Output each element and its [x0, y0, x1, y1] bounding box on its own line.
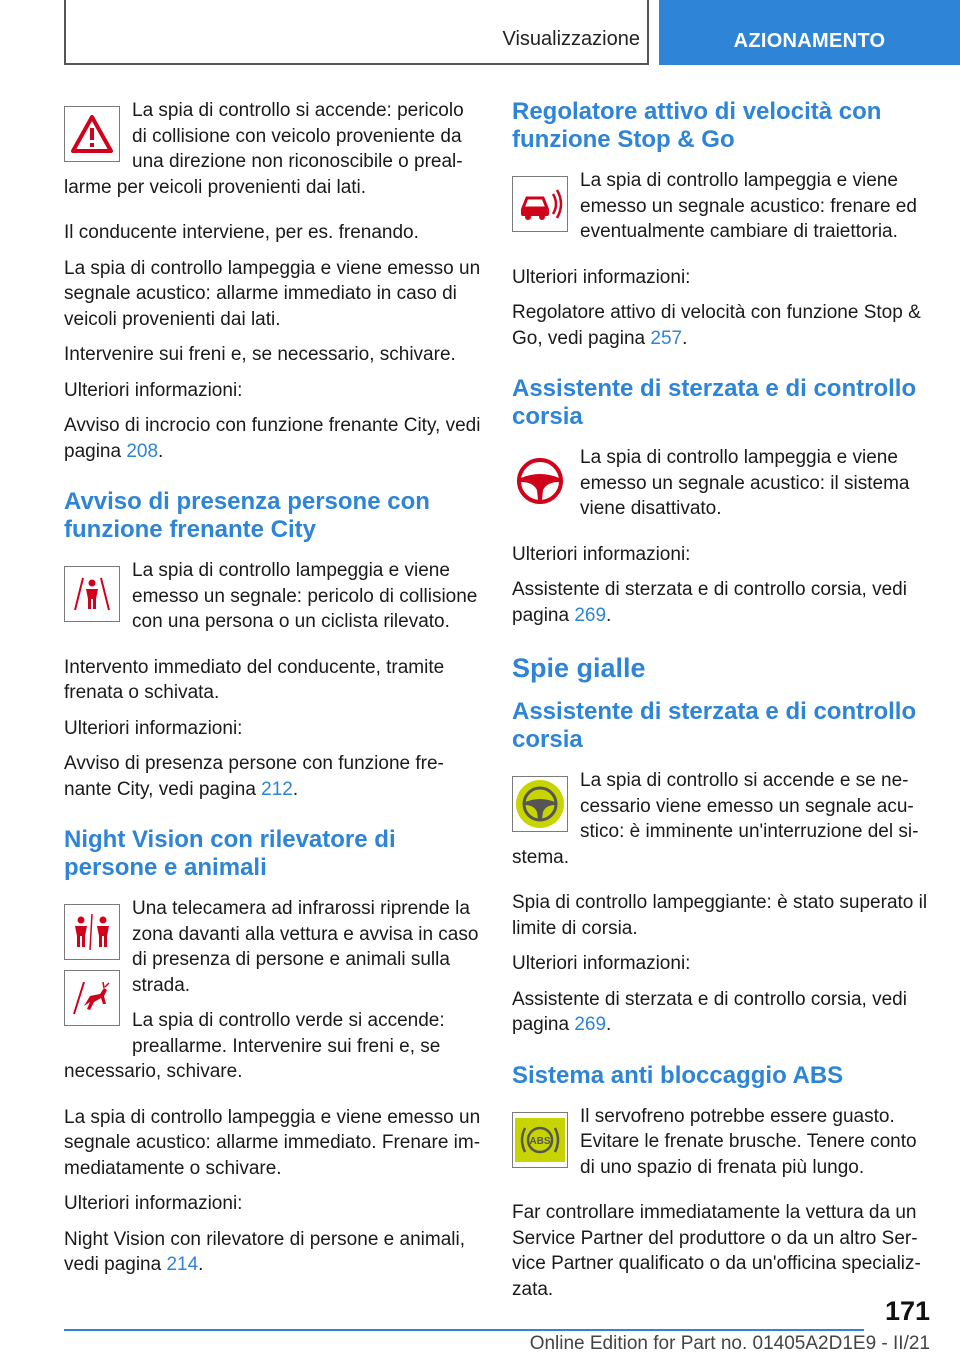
section-title-steering-red: Assistente di sterzata e di controllo corsia: [512, 375, 917, 430]
reference-paragraph: [64, 751, 482, 802]
paragraph: Il conducente interviene, per es. frenando.: [64, 222, 419, 243]
reference-paragraph: [512, 987, 930, 1038]
deer-warning-icon: [64, 970, 120, 1026]
svg-text:ABS: ABS: [529, 1135, 551, 1147]
reference-text: Assistente di sterzata e di controllo corsia, vedi pagina: [512, 579, 907, 626]
night-vision-icons: [64, 904, 120, 1036]
reference-paragraph: [512, 300, 930, 351]
night-vision-text-2: La spia di controllo verde si accende: preallarme. Intervenire sui freni e, se necessario, schivare.: [64, 1010, 445, 1082]
left-column: [64, 98, 482, 1288]
paragraph: Far controllare immediatamente la vettura da un Service Partner del produttore o da un altro Ser-vice Partner qualificato o da un'officina specializ-zata.: [512, 1202, 921, 1300]
yellow-steering-wheel-icon: [512, 776, 568, 832]
reference-text: Night Vision con rilevatore di persone e animali, vedi pagina: [64, 1228, 465, 1275]
header-rule-left: [64, 0, 66, 64]
acc-warning-block: [512, 168, 930, 255]
paragraph: La spia di controllo lampeggia e viene emesso un segnale acustico: allarme immediato. Frenare im-mediatamente o schivare.: [64, 1106, 481, 1179]
section-title-pedestrian: Avviso di presenza persone con funzione frenante City: [64, 488, 430, 543]
page-link-212[interactable]: 212: [261, 778, 293, 800]
pedestrian-warning-block: [64, 558, 482, 645]
reference-end: .: [606, 604, 612, 626]
abs-warning-text: Il servofreno potrebbe essere guasto. Evitare le frenate brusche. Tenere conto di uno spazio di frenata più lungo.: [580, 1105, 917, 1178]
pedestrian-warning-text: La spia di controllo lampeggia e viene emesso un segnale: pericolo di collisione con una persona o un ciclista rilevato.: [132, 560, 478, 632]
night-vision-text-1: Una telecamera ad infrarossi riprende la zona davanti alla vettura e avvisa in caso di presenza di persone e animali sulla strada.: [132, 898, 479, 996]
section-title-night-vision: Night Vision con rilevatore di persone e animali: [64, 826, 396, 881]
acc-warning-text: La spia di controllo lampeggia e viene emesso un segnale acustico: frenare ed eventualmente cambiare di traiettoria.: [580, 170, 917, 242]
collision-warning-text: La spia di controllo si accende: pericolo di collisione con veicolo proveniente da una direzione non riconoscibile o preal-larme per veicoli provenienti dai lati.: [64, 100, 464, 198]
red-steering-wheel-icon: [512, 453, 568, 509]
page-link-269[interactable]: 269: [574, 1014, 607, 1035]
reference-paragraph: [64, 1227, 482, 1278]
pedestrian-warning-icon: [64, 566, 120, 622]
footer-edition: Online Edition for Part no. 01405A2D1E9 - II/21: [529, 1333, 930, 1354]
paragraph: La spia di controllo lampeggia e viene emesso un segnale acustico: allarme immediato in caso di veicoli provenienti dai lati.: [64, 257, 481, 330]
header-section-title: Visualizzazione: [502, 28, 640, 50]
reference-paragraph: [64, 413, 482, 464]
steering-red-text: La spia di controllo lampeggia e viene emesso un segnale acustico: il sistema viene disattivato.: [580, 447, 910, 519]
reference-end: .: [292, 778, 299, 800]
header-rule-bottom: [64, 63, 649, 65]
paragraph: Intervento immediato del conducente, tramite frenata o schivata.: [64, 656, 445, 703]
reference-text: Avviso di incrocio con funzione frenante City, vedi pagina: [64, 415, 481, 462]
header-rule-divider: [647, 0, 649, 64]
right-column: [512, 98, 930, 1312]
steering-yellow-block: [512, 768, 930, 880]
steering-yellow-text: La spia di controllo si accende e se ne-cessario viene emesso un segnale acu-stico: è imminente un'interruzione del si-stema.: [512, 770, 919, 868]
section-heading-yellow-lights: Spie gialle: [512, 653, 646, 683]
more-info-label: Ulteriori informazioni:: [512, 543, 691, 565]
abs-warning-block: [512, 1104, 930, 1191]
reference-paragraph: [512, 577, 930, 628]
night-vision-block: [64, 896, 482, 1095]
more-info-label: Ulteriori informazioni:: [512, 953, 691, 974]
more-info-label: Ulteriori informazioni:: [64, 717, 243, 739]
reference-text: Assistente di sterzata e di controllo corsia, vedi pagina: [512, 988, 907, 1035]
page-number: 171: [884, 1296, 930, 1326]
page-link-257[interactable]: 257: [650, 327, 683, 349]
section-title-acc: Regolatore attivo di velocità con funzione Stop & Go: [512, 98, 882, 153]
reference-end: .: [198, 1254, 204, 1275]
persons-warning-icon: [64, 904, 120, 960]
abs-warning-icon: [512, 1112, 568, 1168]
section-title-abs: Sistema anti bloccaggio ABS: [512, 1061, 844, 1089]
header-chapter-tab: AZIONAMENTO: [659, 0, 960, 65]
reference-end: .: [158, 440, 164, 462]
footer-rule: [64, 1329, 864, 1331]
steering-red-block: [512, 445, 930, 532]
red-warning-triangle-icon: [64, 106, 120, 162]
reference-text: Avviso di presenza persone con funzione fre-nante City, vedi pagina: [64, 753, 444, 800]
paragraph: Intervenire sui freni e, se necessario, schivare.: [64, 344, 456, 365]
more-info-label: Ulteriori informazioni:: [512, 266, 691, 288]
more-info-label: Ulteriori informazioni:: [64, 379, 243, 401]
reference-text: Regolatore attivo di velocità con funzione Stop & Go, vedi pagina: [512, 302, 921, 349]
reference-end: .: [682, 327, 688, 349]
section-title-steering-yellow: Assistente di sterzata e di controllo corsia: [512, 698, 917, 753]
page-link-214[interactable]: 214: [166, 1254, 199, 1275]
collision-warning-block: [64, 98, 482, 210]
more-info-label: Ulteriori informazioni:: [64, 1193, 243, 1214]
page-link-208[interactable]: 208: [126, 440, 159, 462]
car-distance-warning-icon: [512, 176, 568, 232]
page-link-269[interactable]: 269: [574, 604, 607, 626]
paragraph: Spia di controllo lampeggiante: è stato superato il limite di corsia.: [512, 892, 928, 939]
reference-end: .: [606, 1014, 612, 1035]
